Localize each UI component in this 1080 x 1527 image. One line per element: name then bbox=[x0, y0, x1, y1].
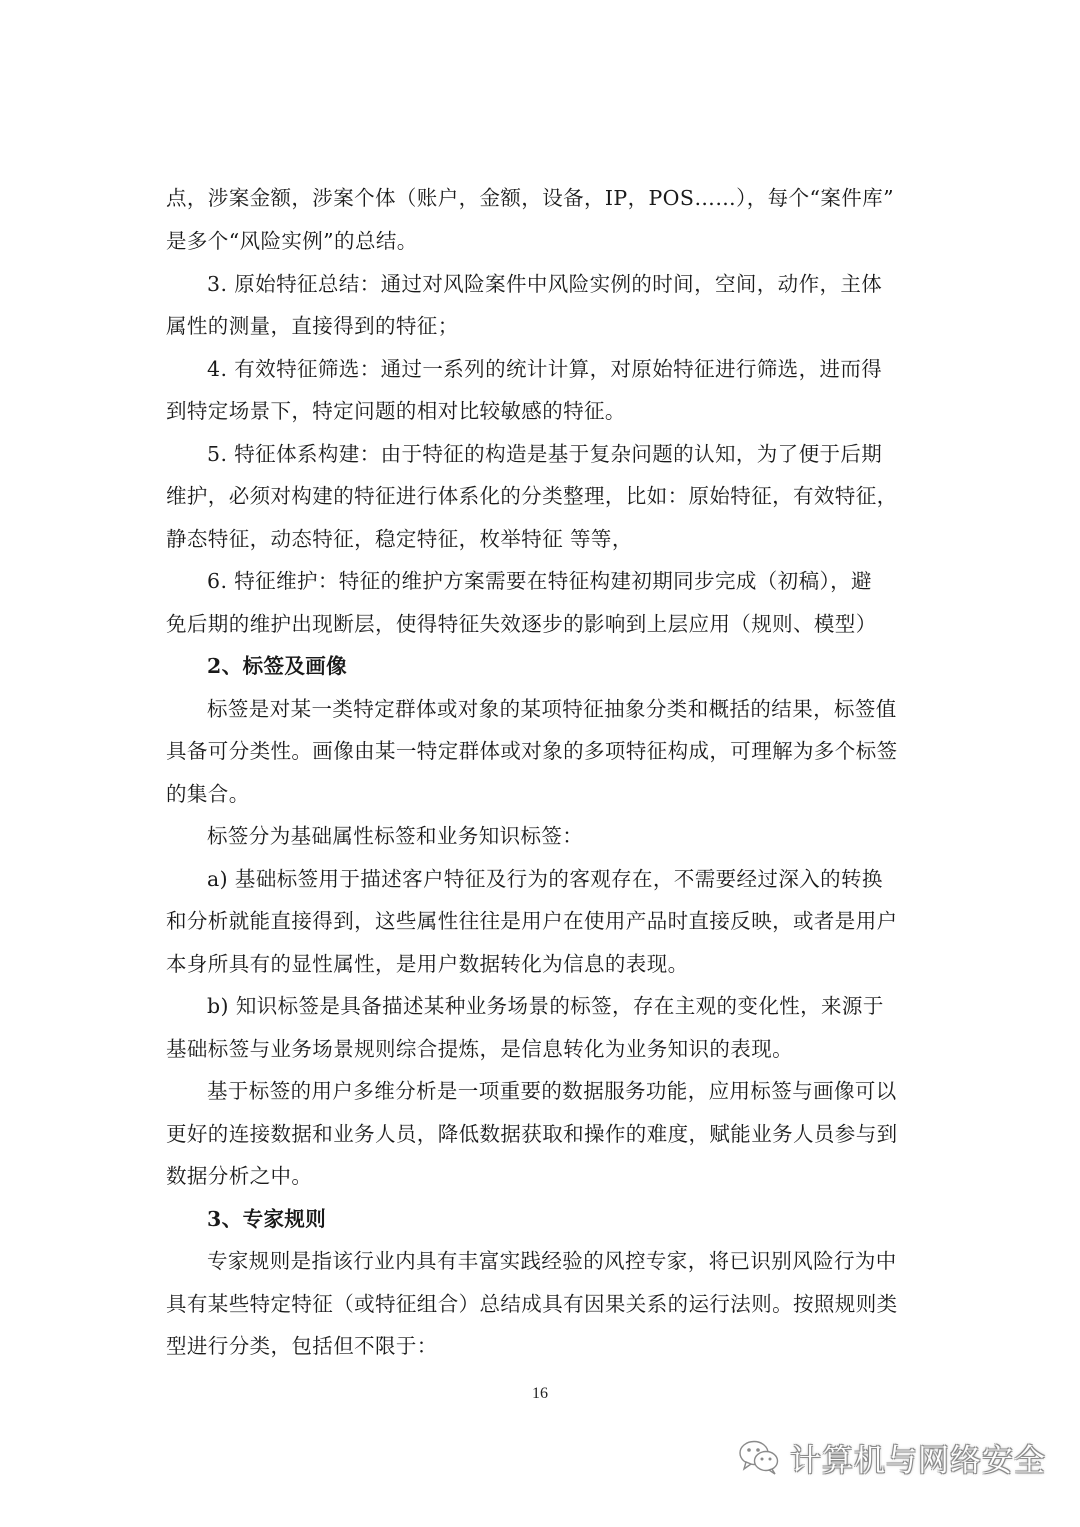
text-line: 具备可分类性。画像由某一特定群体或对象的多项特征构成，可理解为多个标签 bbox=[166, 739, 898, 763]
section-heading-tags-profiles: 2、标签及画像 bbox=[207, 654, 348, 678]
text-line: 更好的连接数据和业务人员，降低数据获取和操作的难度，赋能业务人员参与到 bbox=[166, 1121, 898, 1146]
paragraph-line: 标签是对某一类特定群体或对象的某项特征抽象分类和概括的结果，标签值 bbox=[207, 696, 897, 721]
list-item-b-line: b) 知识标签是具备描述某种业务场景的标签，存在主观的变化性，来源于 bbox=[207, 994, 884, 1018]
watermark-text: 计算机与网络安全 bbox=[790, 1442, 1046, 1479]
text-line: 属性的测量，直接得到的特征； bbox=[166, 314, 459, 338]
page-body bbox=[166, 177, 920, 1368]
watermark bbox=[738, 1432, 1046, 1482]
paragraph-line: 标签分为基础属性标签和业务知识标签： bbox=[207, 824, 584, 848]
paragraph-line: 基于标签的用户多维分析是一项重要的数据服务功能，应用标签与画像可以 bbox=[207, 1079, 897, 1103]
page-number: 16 bbox=[532, 1385, 548, 1402]
text-line: 本身所具有的显性属性，是用户数据转化为信息的表现。 bbox=[166, 951, 689, 976]
list-item-4-line: 4. 有效特征筛选：通过一系列的统计计算，对原始特征进行筛选，进而得 bbox=[207, 356, 883, 381]
text-line: 是多个“风险实例”的总结。 bbox=[166, 228, 418, 253]
list-item-3-line: 3. 原始特征总结：通过对风险案件中风险实例的时间，空间，动作，主体 bbox=[207, 271, 883, 296]
text-line: 到特定场景下，特定问题的相对比较敏感的特征。 bbox=[166, 399, 626, 423]
text-line: 和分析就能直接得到，这些属性往往是用户在使用产品时直接反映，或者是用户 bbox=[166, 909, 898, 933]
list-item-a-line: a) 基础标签用于描述客户特征及行为的客观存在，不需要经过深入的转换 bbox=[207, 866, 883, 891]
text-line: 维护，必须对构建的特征进行体系化的分类整理，比如：原始特征，有效特征， bbox=[166, 484, 898, 508]
paragraph-line: 专家规则是指该行业内具有丰富实践经验的风控专家，将已识别风险行为中 bbox=[207, 1249, 897, 1273]
text-line: 数据分析之中。 bbox=[166, 1164, 313, 1188]
text-line: 的集合。 bbox=[166, 781, 250, 806]
text-line: 型进行分类，包括但不限于： bbox=[166, 1334, 438, 1358]
text-line: 免后期的维护出现断层，使得特征失效逐步的影响到上层应用（规则、模型） bbox=[166, 611, 877, 636]
wechat-icon bbox=[738, 1439, 780, 1475]
list-item-5-line: 5. 特征体系构建：由于特征的构造是基于复杂问题的认知，为了便于后期 bbox=[207, 441, 883, 466]
text-line: 具有某些特定特征（或特征组合）总结成具有因果关系的运行法则。按照规则类 bbox=[166, 1291, 898, 1316]
list-item-6-line: 6. 特征维护：特征的维护方案需要在特征构建初期同步完成（初稿），避 bbox=[207, 569, 872, 593]
text-line: 静态特征，动态特征，稳定特征，枚举特征 等等， bbox=[166, 526, 633, 551]
text-line: 基础标签与业务场景规则综合提炼，是信息转化为业务知识的表现。 bbox=[166, 1036, 793, 1061]
text-line: 点，涉案金额，涉案个体（账户，金额，设备，IP，POS……），每个“案件库” bbox=[166, 186, 894, 210]
section-heading-expert-rules: 3、专家规则 bbox=[207, 1206, 327, 1231]
